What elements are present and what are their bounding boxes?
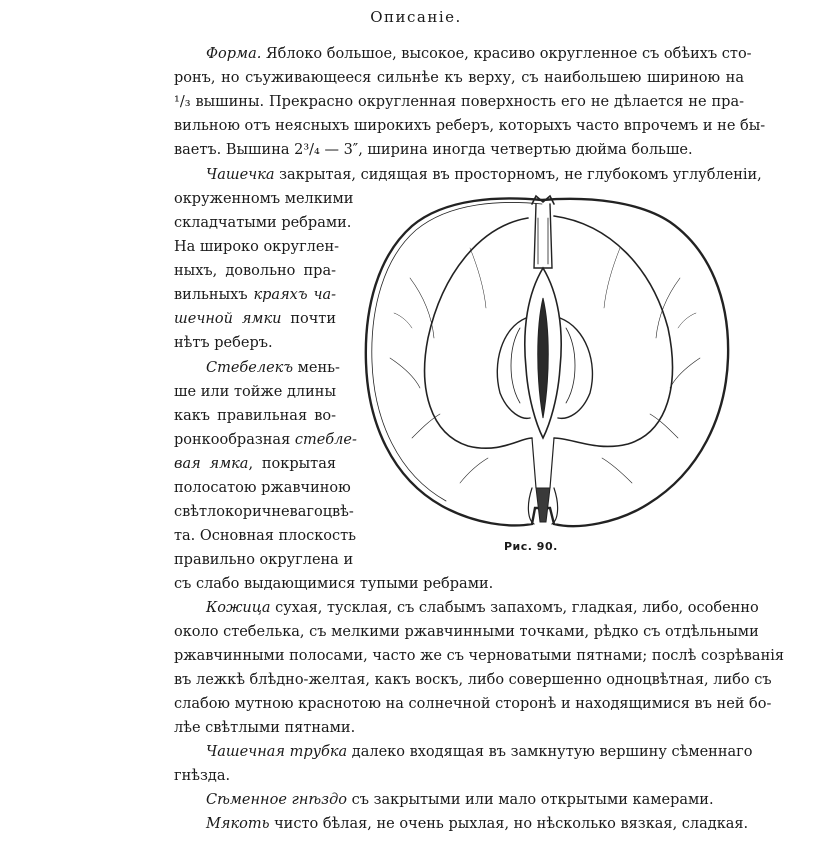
stebelek-line-7: свѣтлокоричневагоцвѣ- (174, 504, 354, 520)
kozhitsa-line-6: лѣе свѣтлыми пятнами. (174, 720, 356, 736)
fraction: ¹/₃ (174, 94, 191, 110)
stebelek-line-1: Стебелекъ мень- (206, 360, 340, 376)
forma-line-3: ¹/₃ вышины. Прекрасно округленная поверхность его не дѣлается не пра- (174, 94, 744, 110)
forma-line-5: ваетъ. Вышина 2³/₄ — 3″, ширина иногда четвертью дюйма больше. (174, 142, 693, 158)
forma-line-2: ронъ, но съуживающееся сильнѣе къ верху, съ наибольшею шириною на (174, 70, 744, 86)
kozhitsa-line-1: Кожица сухая, тусклая, съ слабымъ запахомъ, гладкая, либо, особенно (206, 600, 759, 616)
forma-label: Форма. (206, 46, 262, 62)
stebelek-line-3: какъ правильная во- (174, 408, 336, 424)
chashechka-label: Чашечка (206, 167, 275, 183)
chashechka-line-1: Чашечка закрытая, сидящая въ просторномъ, не глубокомъ углубленіи, (206, 167, 762, 183)
chashechka-line-6: вильныхъ краяхъ ча- (174, 287, 337, 303)
kozhitsa-label: Кожица (206, 600, 271, 616)
stebelek-label: Стебелекъ (206, 360, 293, 376)
stebelek-line-5: вая ямка, покрытая (174, 456, 336, 472)
stebelek-line-4: ронкообразная стебле- (174, 432, 357, 448)
trubka-line-1: Чашечная трубка далеко входящая въ замкнутую вершину сѣменнаго (206, 744, 753, 760)
kozhitsa-line-2: около стебелька, съ мелкими ржавчинными точками, рѣдко съ отдѣльными (174, 624, 759, 640)
stebelek-line-10: съ слабо выдающимися тупыми ребрами. (174, 576, 494, 592)
apple-cross-section-illustration (350, 188, 740, 533)
trubka-line-2: гнѣзда. (174, 768, 231, 784)
trubka-label: Чашечная трубка (206, 744, 348, 760)
gnezdo-label: Сѣменное гнѣздо (206, 792, 348, 808)
chashechka-line-4: На широко округлен- (174, 239, 340, 255)
gnezdo-line-1: Сѣменное гнѣздо съ закрытыми или мало открытыми камерами. (206, 792, 714, 808)
kozhitsa-line-3: ржавчинными полосами, часто же съ черноватыми пятнами; послѣ созрѣванія (174, 648, 785, 664)
forma-line-4: вильною отъ неясныхъ широкихъ реберъ, которыхъ часто впрочемъ и не бы- (174, 118, 766, 134)
kozhitsa-line-4: въ лежкѣ блѣдно-желтая, какъ воскъ, либо совершенно одноцвѣтная, либо съ (174, 672, 772, 688)
chashechka-line-3: складчатыми ребрами. (174, 215, 352, 231)
figure-caption: Рис. 90. (504, 540, 558, 553)
chashechka-line-8: нѣтъ реберъ. (174, 335, 273, 351)
forma-line-1: Форма. Яблоко большое, высокое, красиво округленное съ обѣихъ сто- (206, 46, 752, 62)
kozhitsa-line-5: слабою мутною краснотою на солнечной сторонѣ и находящимися въ ней бо- (174, 696, 772, 712)
myakot-line-1: Мякоть чисто бѣлая, не очень рыхлая, но нѣсколько вязкая, сладкая. (206, 816, 749, 832)
myakot-label: Мякоть (206, 816, 270, 832)
stebelek-line-8: та. Основная плоскость (174, 528, 357, 544)
stebelek-line-6: полосатою ржавчиною (174, 480, 351, 496)
flesh-boundary (425, 216, 673, 448)
chashechka-line-5: ныхъ, довольно пра- (174, 263, 336, 279)
chashechka-line-7: шечной ямки почти (174, 311, 336, 327)
section-heading: Описаніе. (370, 8, 462, 26)
stebelek-line-9: правильно округлена и (174, 552, 354, 568)
chashechka-line-2: окруженномъ мелкими (174, 191, 354, 207)
stebelek-line-2: ше или тойже длины (174, 384, 336, 400)
